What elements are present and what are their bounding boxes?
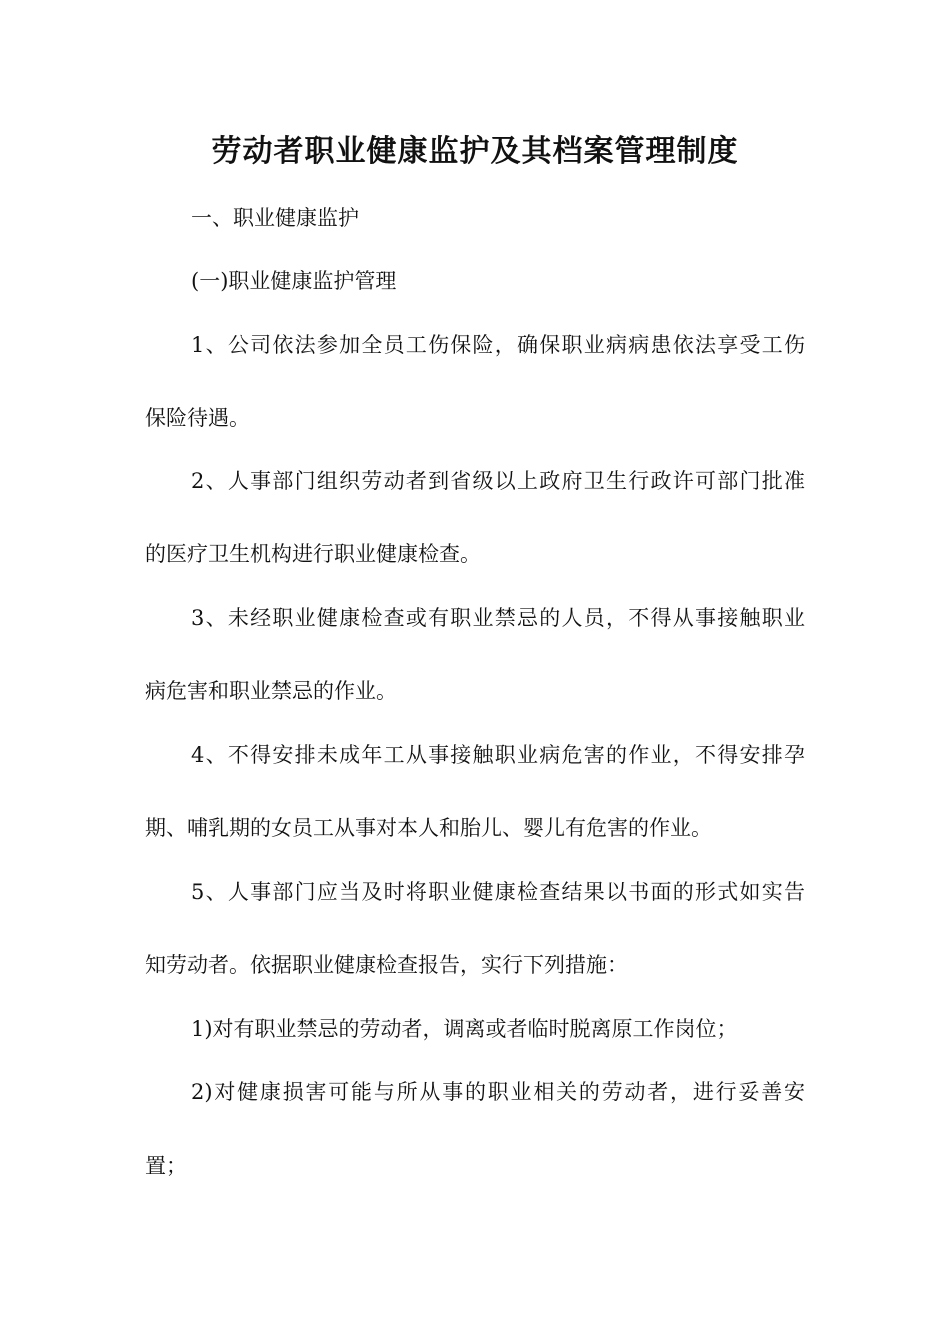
paragraph-line: 5、人事部门应当及时将职业健康检查结果以书面的形式如实告 [191,880,805,904]
section-heading: 一、职业健康监护 [191,206,359,230]
subsection-heading: (一)职业健康监护管理 [191,269,397,293]
paragraph-line: 置； [145,1154,187,1178]
paragraph-line: 1)对有职业禁忌的劳动者，调离或者临时脱离原工作岗位； [191,1017,738,1041]
paragraph-line: 的医疗卫生机构进行职业健康检查。 [145,542,481,566]
paragraph-line: 知劳动者。依据职业健康检查报告，实行下列措施： [145,953,628,977]
paragraph-line: 2)对健康损害可能与所从事的职业相关的劳动者，进行妥善安 [191,1080,805,1104]
paragraph-line: 病危害和职业禁忌的作业。 [145,679,397,703]
paragraph-line: 2、人事部门组织劳动者到省级以上政府卫生行政许可部门批准 [191,469,805,493]
paragraph-line: 1、公司依法参加全员工伤保险，确保职业病病患依法享受工伤 [191,333,805,357]
paragraph-line: 4、不得安排未成年工从事接触职业病危害的作业，不得安排孕 [191,743,805,767]
paragraph-line: 期、哺乳期的女员工从事对本人和胎儿、婴儿有危害的作业。 [145,816,712,840]
document-title: 劳动者职业健康监护及其档案管理制度 [211,134,739,169]
paragraph-line: 保险待遇。 [145,406,250,430]
paragraph-line: 3、未经职业健康检查或有职业禁忌的人员，不得从事接触职业 [191,606,805,630]
